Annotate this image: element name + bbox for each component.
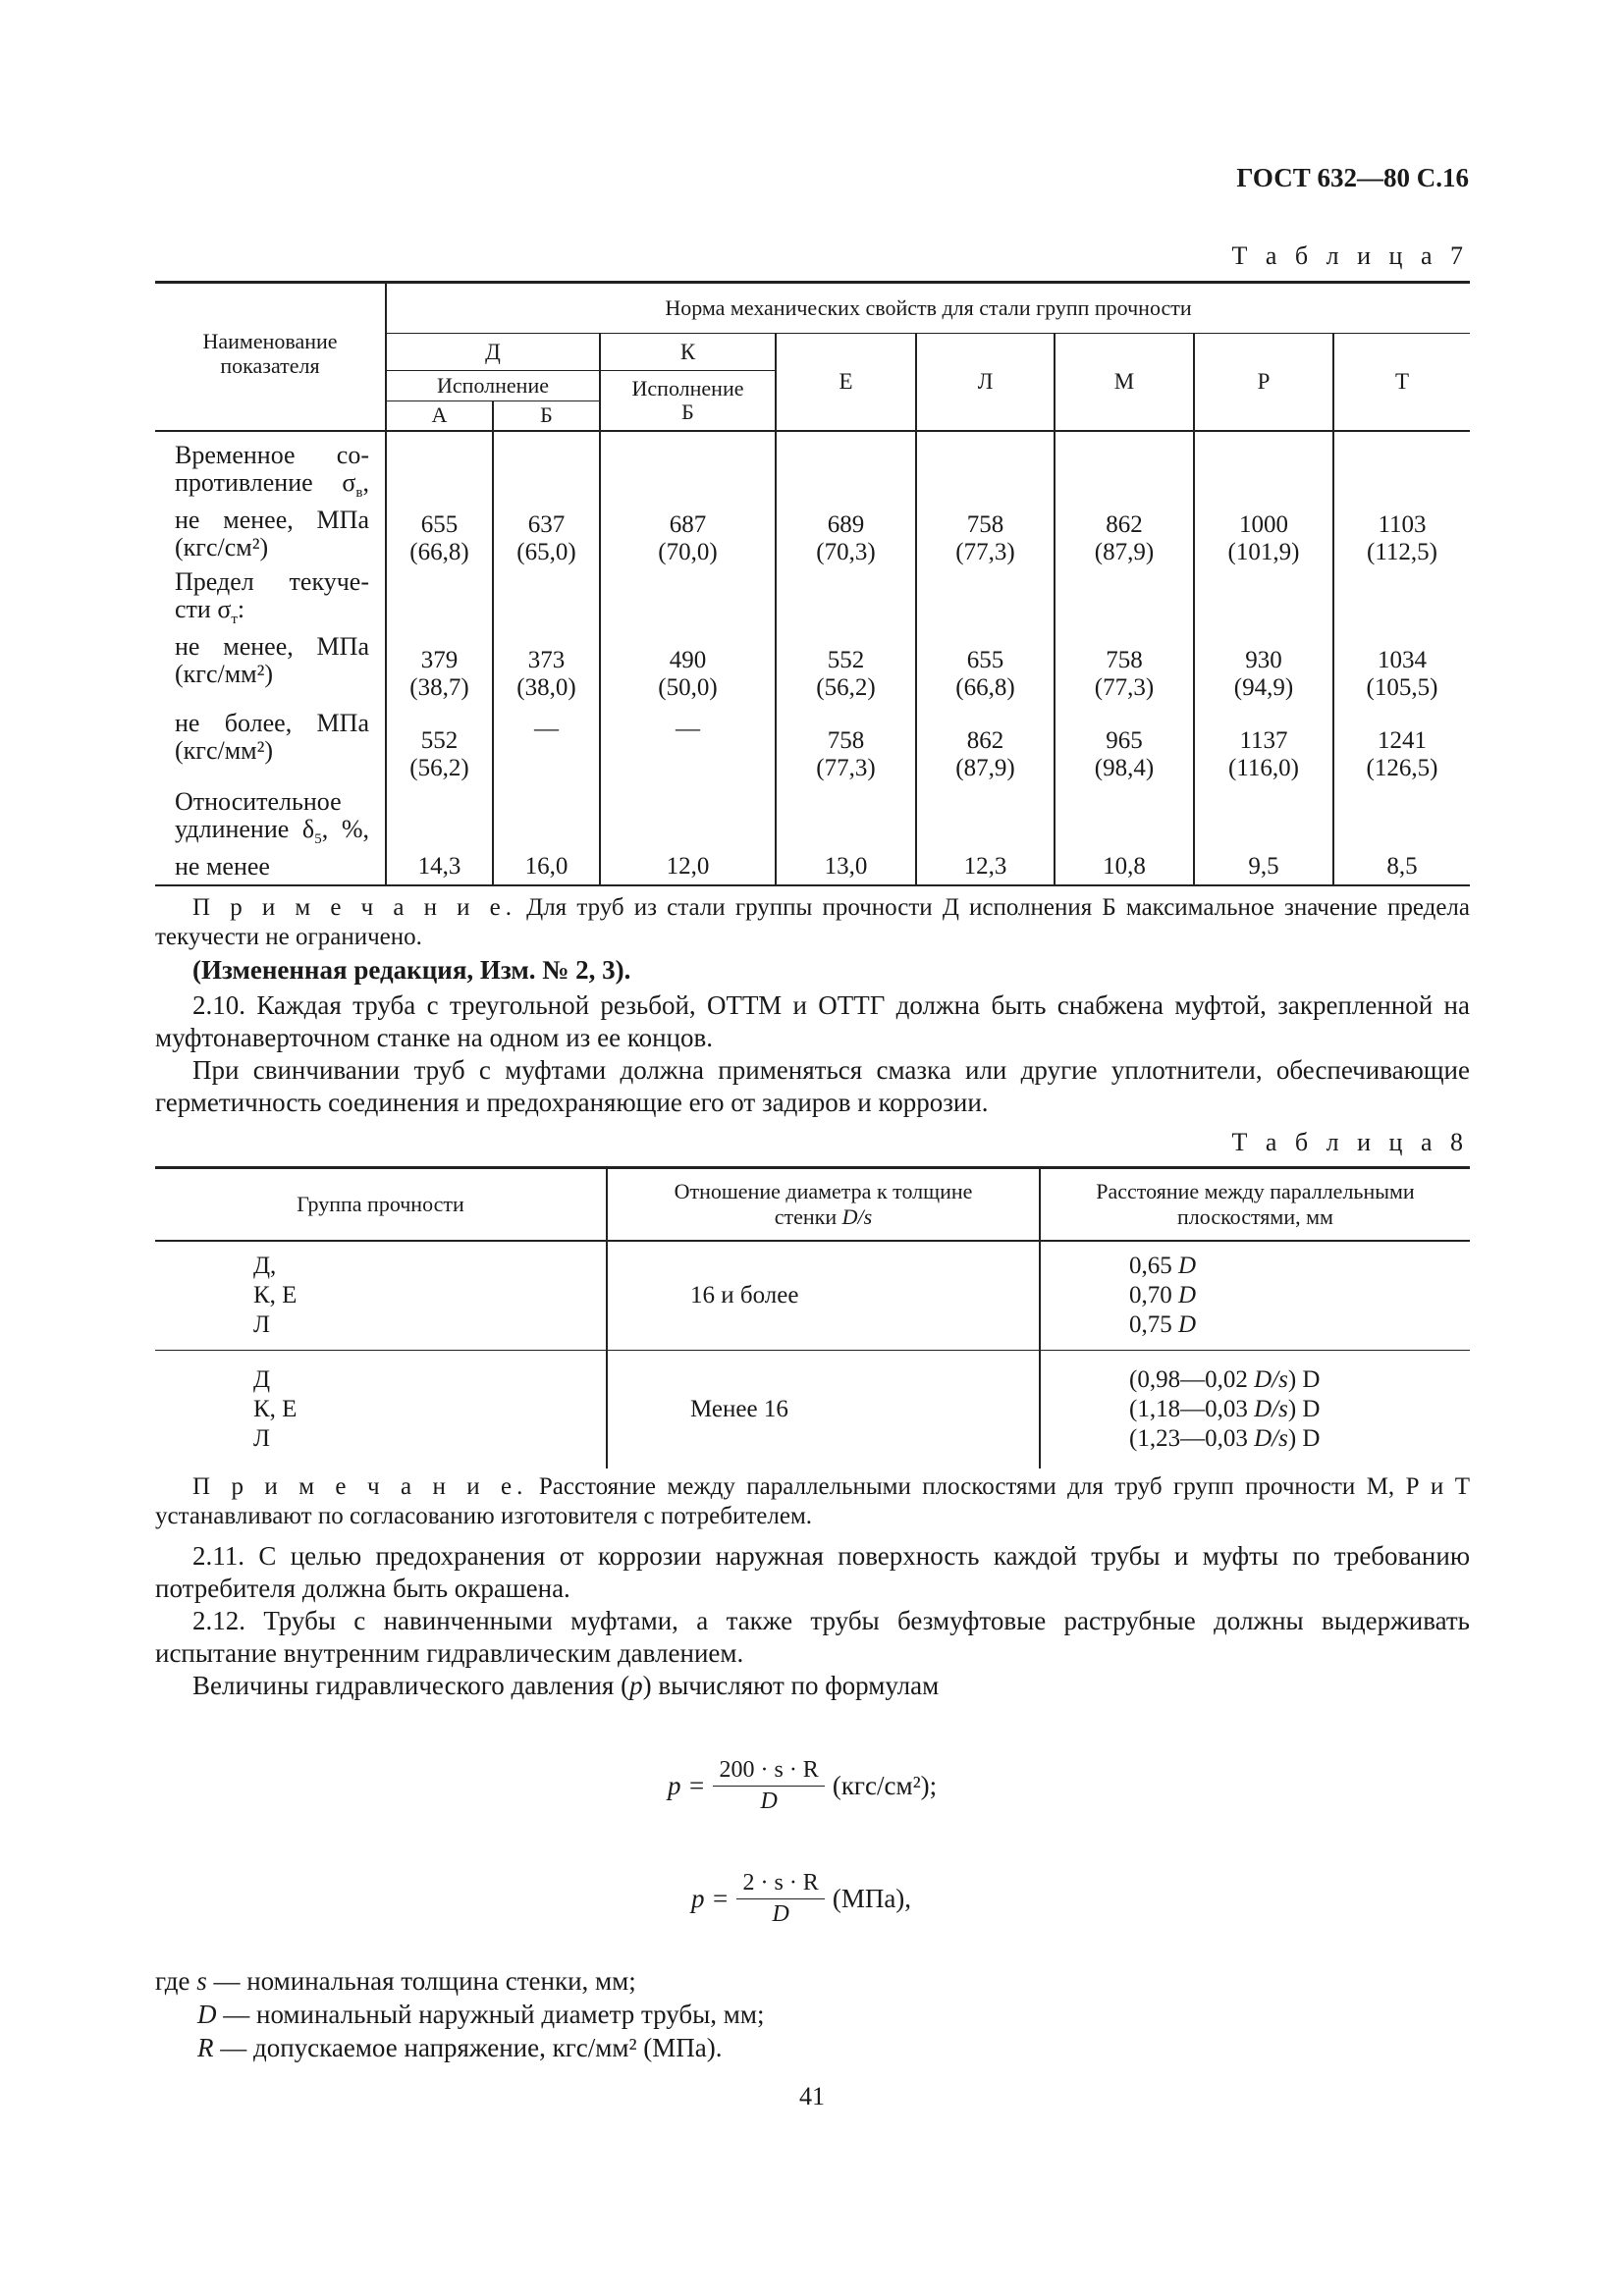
- t8-r2-groups: Д К, Е Л: [253, 1365, 298, 1452]
- group-t: Т: [1333, 334, 1470, 431]
- page-number: 41: [799, 2082, 825, 2110]
- t7-r4-c1: 14,3: [386, 782, 493, 885]
- t7-r2-c3: 490 (50,0): [600, 566, 776, 702]
- group-m: М: [1055, 334, 1194, 431]
- col-label: Наименование показателя: [155, 283, 386, 431]
- t7-r2-c1: 379 (38,7): [386, 566, 493, 702]
- legend-s: где s — номинальная толщина стенки, мм;: [155, 1966, 636, 1996]
- sub-a: А: [386, 401, 493, 431]
- t7-r4-c4: 13,0: [776, 782, 916, 885]
- t7-r2-c6: 758 (77,3): [1055, 566, 1194, 702]
- t7-r2-c4: 552 (56,2): [776, 566, 916, 702]
- t7-r4-c5: 12,3: [916, 782, 1055, 885]
- row-tensile-label: Временное со- противление $\sigma_в$, не менее, МПа (кгс/см²): [175, 440, 369, 561]
- t8-r1-values: 0,65 D 0,70 D 0,75 D: [1040, 1241, 1470, 1351]
- note-table7: П р и м е ч а н и е. Для труб из стали группы прочности Д исполнения Б максимальное значение предела текучести не ограничено.: [155, 894, 1471, 950]
- row-yield-min-label: Предел текуче- сти $\sigma_т$: не менее, МПа (кгс/мм²): [175, 566, 369, 688]
- t7-r1-c4: 689 (70,3): [776, 431, 916, 566]
- t8-header-group: Группа прочности: [155, 1168, 607, 1241]
- t7-r1-c6: 862 (87,9): [1055, 431, 1194, 566]
- norm-header: Норма механических свойств для стали групп прочности: [386, 283, 1470, 334]
- table7-caption: Т а б л и ц а 7: [1231, 241, 1469, 270]
- group-d: Д: [386, 334, 600, 371]
- t8-r2-values: (0,98—0,02 D/s) D (1,18—0,03 D/s) D (1,23—0,03 D/s) D: [1040, 1351, 1470, 1468]
- t7-r3-c2: —: [493, 702, 600, 782]
- group-e: Е: [776, 334, 916, 431]
- t7-r1-c2: 637 (65,0): [493, 431, 600, 566]
- t7-r4-c7: 9,5: [1194, 782, 1333, 885]
- ispolnenie-d: Исполнение: [386, 371, 600, 401]
- paragraph-2-10-lubrication: При свинчивании труб с муфтами должна применяться смазка или другие уплотнители, обеспечивающие герметичность соединения и предохраняющие его от задиров и коррозии.: [155, 1055, 1470, 1117]
- group-l: Л: [916, 334, 1055, 431]
- paragraph-pressure: Величины гидравлического давления (p) вычисляют по формулам: [192, 1671, 940, 1700]
- t8-r1-ratio: 16 и более: [607, 1241, 1040, 1351]
- t8-r1-groups: Д, К, Е Л: [155, 1241, 607, 1351]
- group-r: Р: [1194, 334, 1333, 431]
- t7-r2-c5: 655 (66,8): [916, 566, 1055, 702]
- legend-d: D — номинальный наружный диаметр трубы, мм;: [197, 2000, 765, 2029]
- ispolnenie-k: Исполнение Б: [600, 371, 776, 431]
- t7-r4-c2: 16,0: [493, 782, 600, 885]
- t7-r1-c1: 655 (66,8): [386, 431, 493, 566]
- t7-r1-c3: 687 (70,0): [600, 431, 776, 566]
- t7-r4-c8: 8,5: [1333, 782, 1470, 885]
- paragraph-2-10: 2.10. Каждая труба с треугольной резьбой, ОТТМ и ОТТГ должна быть снабжена муфтой, закрепленной на муфтонаверточном станке на одном из ее концов.: [155, 990, 1470, 1052]
- table-8: [155, 1166, 1470, 1468]
- sub-b: Б: [493, 401, 600, 431]
- t8-r2-ratio: Менее 16: [607, 1351, 1040, 1468]
- t7-r1-c7: 1000 (101,9): [1194, 431, 1333, 566]
- t7-r3-c6: 965 (98,4): [1055, 702, 1194, 782]
- t7-r4-c3: 12,0: [600, 782, 776, 885]
- t7-r2-c8: 1034 (105,5): [1333, 566, 1470, 702]
- t7-r3-c8: 1241 (126,5): [1333, 702, 1470, 782]
- table8-caption: Т а б л и ц а 8: [1231, 1128, 1469, 1156]
- t7-r4-c6: 10,8: [1055, 782, 1194, 885]
- paragraph-2-11: 2.11. С целью предохранения от коррозии наружная поверхность каждой трубы и муфты по требованию потребителя должна быть окрашена.: [155, 1541, 1470, 1603]
- edition-note: (Измененная редакция, Изм. № 2, 3).: [192, 955, 631, 985]
- legend-r: R — допускаемое напряжение, кгс/мм² (МПа).: [197, 2033, 723, 2062]
- paragraph-2-12: 2.12. Трубы с навинченными муфтами, а также трубы безмуфтовые раструбные должны выдерживать испытание внутренним гидравлическим давлением.: [155, 1606, 1470, 1668]
- t8-header-distance: Расстояние между параллельными плоскостями, мм: [1040, 1168, 1470, 1241]
- t7-r2-c7: 930 (94,9): [1194, 566, 1333, 702]
- formula-mpa: p = $\frac{2 \cdot s \cdot R}{D}$ (МПа),: [691, 1870, 912, 1927]
- group-k: К: [600, 334, 776, 371]
- row-yield-max-label: не более, МПа (кгс/мм²): [175, 708, 369, 765]
- t7-r3-c1: 552 (56,2): [386, 702, 493, 782]
- t7-r1-c5: 758 (77,3): [916, 431, 1055, 566]
- page-header: ГОСТ 632—80 С.16: [1236, 163, 1469, 192]
- note-table8: П р и м е ч а н и е. Расстояние между параллельными плоскостями для труб групп прочности М, Р и Т устанавливают по согласованию изготовителя с потребителем.: [155, 1473, 1471, 1529]
- table-7: [155, 281, 1470, 886]
- t7-r2-c2: 373 (38,0): [493, 566, 600, 702]
- row-elongation-label: Относительное удлинение $\delta_5$, %, не менее: [155, 782, 386, 885]
- t7-r3-c4: 758 (77,3): [776, 702, 916, 782]
- t7-r1-c8: 1103 (112,5): [1333, 431, 1470, 566]
- t7-r3-c7: 1137 (116,0): [1194, 702, 1333, 782]
- t7-r3-c5: 862 (87,9): [916, 702, 1055, 782]
- formula-legend: [155, 1964, 1470, 2064]
- formula-kgf: p = $\frac{200 \cdot s \cdot R}{D}$ (кгс/см²);: [668, 1757, 938, 1814]
- t7-r3-c3: —: [600, 702, 776, 782]
- t8-header-ratio: Отношение диаметра к толщине стенки D/s: [607, 1168, 1040, 1241]
